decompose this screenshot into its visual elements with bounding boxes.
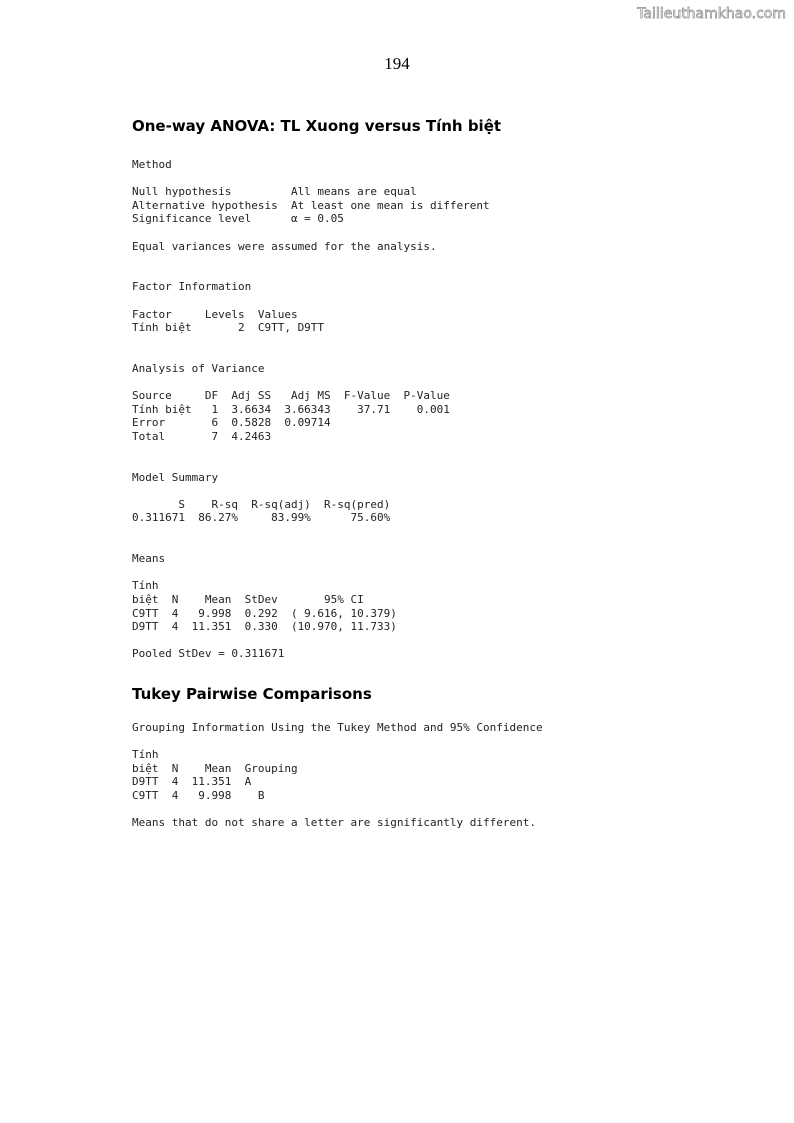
aov-line: Tính biệt 1 3.6634 3.66343 37.71 0.001 bbox=[132, 402, 450, 416]
aov-line: Total 7 4.2463 bbox=[132, 429, 272, 443]
grouping-line: C9TT 4 9.998 B bbox=[132, 788, 265, 802]
grouping-line: biệt N Mean Grouping bbox=[132, 761, 298, 775]
means-line: biệt N Mean StDev 95% CI bbox=[132, 593, 364, 606]
watermark-text: Tailieuthamkhao.com bbox=[637, 6, 786, 22]
method-line: Significance level α = 0.05 bbox=[132, 212, 344, 226]
aov-line: Error 6 0.5828 0.09714 bbox=[132, 416, 331, 430]
factor-line: Tính biệt 2 C9TT, D9TT bbox=[132, 321, 325, 335]
means-line: D9TT 4 11.351 0.330 (10.970, 11.733) bbox=[132, 620, 397, 634]
factor-heading: Factor Information bbox=[132, 280, 252, 294]
model-summary-heading: Model Summary bbox=[132, 470, 219, 484]
aov-heading: Analysis of Variance bbox=[132, 361, 265, 375]
document-body bbox=[132, 116, 752, 830]
grouping-heading: Grouping Information Using the Tukey Method and 95% Confidence bbox=[132, 720, 543, 734]
grouping-line: Tính bbox=[132, 748, 159, 762]
page-number: 194 bbox=[384, 54, 410, 73]
method-line: Alternative hypothesis At least one mean is different bbox=[132, 198, 490, 212]
tukey-note: Means that do not share a letter are significantly different. bbox=[132, 816, 536, 830]
means-line: C9TT 4 9.998 0.292 ( 9.616, 10.379) bbox=[132, 606, 397, 620]
aov-line: Source DF Adj SS Adj MS F-Value P-Value bbox=[132, 389, 450, 403]
method-heading: Method bbox=[132, 158, 172, 171]
factor-line: Factor Levels Values bbox=[132, 307, 298, 321]
model-summary-line: S R-sq R-sq(adj) R-sq(pred) bbox=[132, 497, 391, 511]
anova-title: One-way ANOVA: TL Xuong versus Tính biệt bbox=[132, 117, 502, 135]
model-summary-line: 0.311671 86.27% 83.99% 75.60% bbox=[132, 511, 391, 525]
tukey-title: Tukey Pairwise Comparisons bbox=[132, 684, 372, 703]
method-line: Null hypothesis All means are equal bbox=[132, 185, 417, 199]
grouping-line: D9TT 4 11.351 A bbox=[132, 775, 252, 789]
means-line: Tính bbox=[132, 579, 159, 593]
equal-variance-note: Equal variances were assumed for the analysis. bbox=[132, 239, 437, 253]
pooled-stdev: Pooled StDev = 0.311671 bbox=[132, 647, 285, 661]
means-heading: Means bbox=[132, 552, 166, 566]
